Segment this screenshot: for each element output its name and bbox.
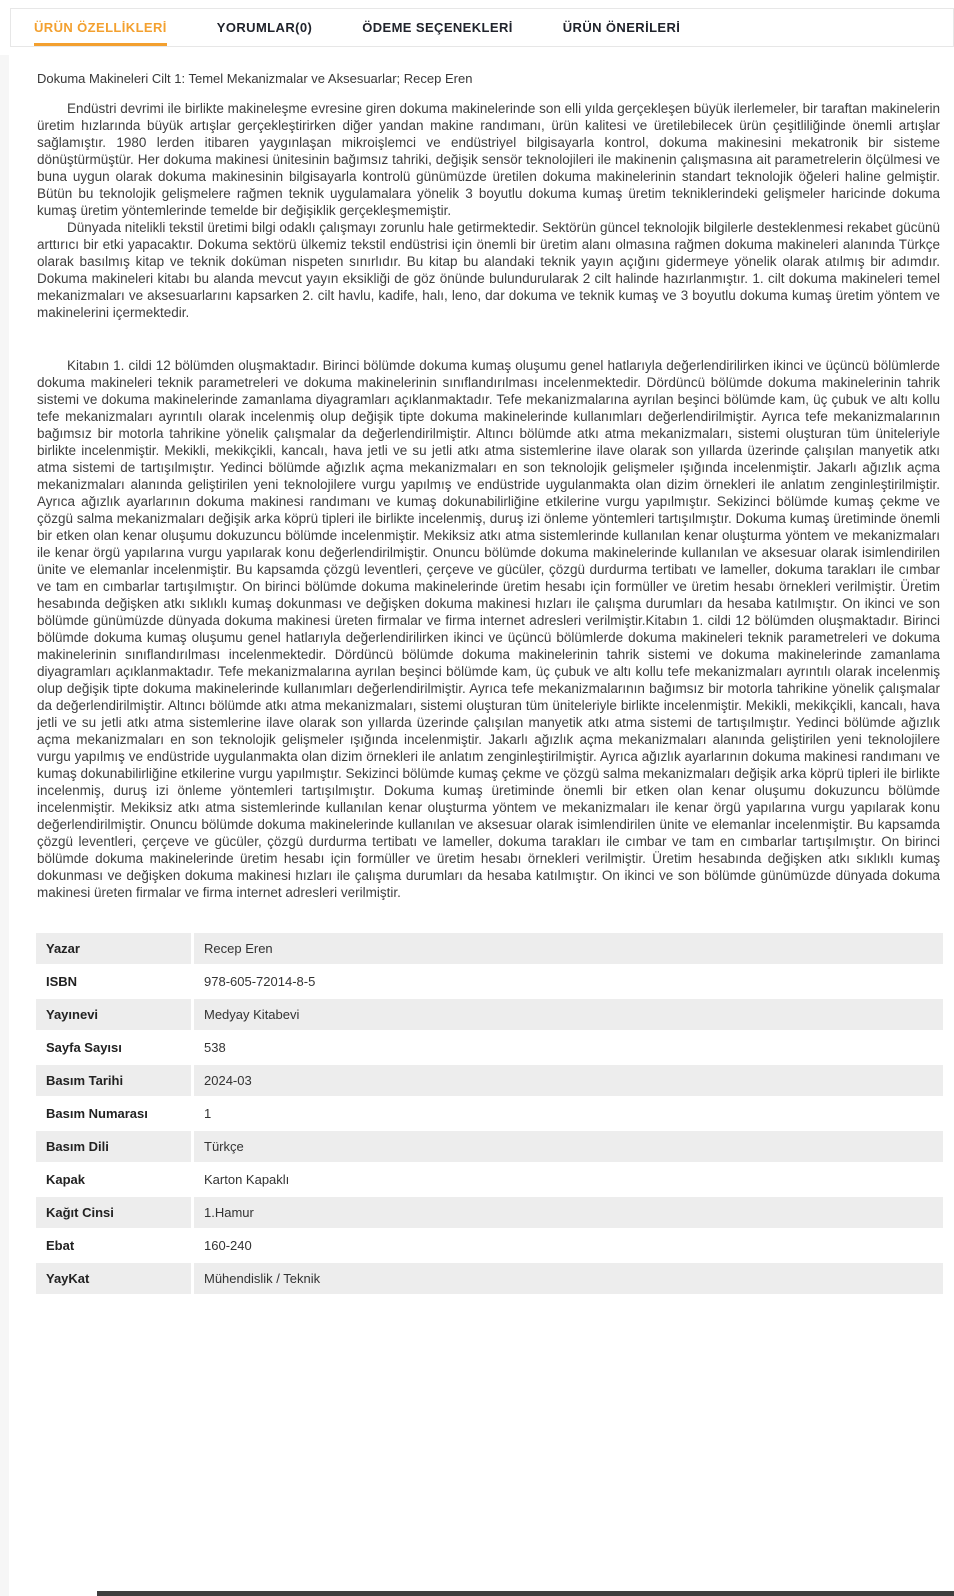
detail-value: 1.Hamur <box>194 1197 943 1228</box>
detail-label: Sayfa Sayısı <box>36 1032 191 1063</box>
detail-value: Karton Kapaklı <box>194 1164 943 1195</box>
table-row <box>36 1164 943 1195</box>
product-detail-page <box>0 8 954 1596</box>
detail-label: Yayınevi <box>36 999 191 1030</box>
table-row <box>36 1230 943 1261</box>
tab-panel-product-features <box>9 47 954 1296</box>
detail-value: 1 <box>194 1098 943 1129</box>
table-row <box>36 999 943 1030</box>
detail-value: 2024-03 <box>194 1065 943 1096</box>
detail-value: 978-605-72014-8-5 <box>194 966 943 997</box>
detail-value: Türkçe <box>194 1131 943 1162</box>
detail-label: Kapak <box>36 1164 191 1195</box>
product-tabs <box>10 8 954 47</box>
detail-label: Kağıt Cinsi <box>36 1197 191 1228</box>
detail-value: Recep Eren <box>194 933 943 964</box>
table-row <box>36 1131 943 1162</box>
detail-label: Basım Tarihi <box>36 1065 191 1096</box>
detail-label: Basım Dili <box>36 1131 191 1162</box>
table-row <box>36 1098 943 1129</box>
next-section-edge <box>97 1591 954 1596</box>
tab-product-features[interactable]: ÜRÜN ÖZELLİKLERİ <box>34 9 167 46</box>
table-row <box>36 1197 943 1228</box>
product-description <box>37 100 940 901</box>
detail-value: 538 <box>194 1032 943 1063</box>
page-left-gutter <box>0 55 9 1596</box>
product-title: Dokuma Makineleri Cilt 1: Temel Mekanizmalar ve Aksesuarlar; Recep Eren <box>37 71 473 86</box>
detail-label: ISBN <box>36 966 191 997</box>
table-row <box>36 1032 943 1063</box>
detail-label: Basım Numarası <box>36 1098 191 1129</box>
description-paragraph-2: Dünyada nitelikli tekstil üretimi bilgi odaklı çalışmayı zorunlu hale getirmektedir. Sektörün güncel teknolojik bilgilerle desteklenmesi rekabet gücünü arttırıcı bir etki yapacaktır. Dokuma sektörü ülkemiz tekstil endüstrisi için önemli bir üretim alanı olmasına rağmen dokuma makineleri alanında Türkçe olarak basılmış kitap ve teknik doküman nispeten sınırlıdır. Bu kitap bu alandaki teknik yayın açığını gidermeye yönelik olarak atılmış bir adımdır. Dokuma makineleri kitabı bu alanda mevcut yayın eksikliği de göz önünde bulundurularak 2 cilt halinde hazırlanmıştır. 1. cilt dokuma makineleri temel mekanizmaları ve aksesuarlarını kapsarken 2. cilt havlu, kadife, halı, leno, dar dokuma ve teknik kumaş ve 3 boyutlu dokuma kumaş üretim yöntem ve makinelerini içermektedir. <box>37 220 940 320</box>
tab-payment-options[interactable]: ÖDEME SEÇENEKLERİ <box>362 19 513 35</box>
detail-value: Mühendislik / Teknik <box>194 1263 943 1294</box>
detail-value: 160-240 <box>194 1230 943 1261</box>
detail-label: Ebat <box>36 1230 191 1261</box>
detail-label: Yazar <box>36 933 191 964</box>
paragraph-spacer <box>37 321 940 357</box>
description-paragraph-3: Kitabın 1. cildi 12 bölümden oluşmaktadır. Birinci bölümde dokuma kumaş oluşumu genel hatlarıyla değerlendirilirken ikinci ve üçüncü bölümlerde dokuma makineleri teknik parametreleri ve dokuma makinelerinin sınıflandırılması incelenmektedir. Dördüncü bölümde dokuma makinelerinin tahrik sistemi ve dokuma makinelerinde zamanlama diyagramları açıklanmaktadır. Tefe mekanizmalarına ayrılan beşinci bölümde kam, üç çubuk ve altı kollu tefe mekanizmaları ayrıntılı olarak incelenmiş olup değişik tipte dokuma makinelerinde kullanımları değerlendirilmiştir. Ayrıca tefe mekanizmalarının bağımsız bir motorla tahrikine yönelik çalışmalar da değerlendirilmiştir. Altıncı bölümde atkı atma mekanizmaları, sistemi oluşturan tüm üniteleriyle birlikte incelenmiştir. Mekikli, mekikçikli, kancalı, hava jetli ve su jetli atkı atma sistemlerine ilave olarak son yıllarda üzerinde çalışılan manyetik atkı atma sistemi de tartışılmıştır. Yedinci bölümde ağızlık açma mekanizmaları en son teknolojik gelişmeler ışığında incelenmiştir. Jakarlı ağızlık açma mekanizmaları alanında geliştirilen yeni teknolojilere vurgu yapılmış ve endüstride uygulanmakta olan dizim örnekleri ile anlatım zenginleştirilmiştir. Ayrıca ağızlık ayarlarının dokuma makinesi randımanı ve kumaş dokunabilirliğine etkilerine vurgu yapılmıştır. Sekizinci bölümde kumaş çekme ve çözgü salma mekanizmaları değişik arka köprü tipleri ile birlikte incelenmiş, duruş izi önleme yöntemleri tartışılmıştır. Dokuma kumaş üretiminde önemli bir etken olan kenar oluşumu dokuzuncu bölümde incelenmiştir. Mekiksiz atkı atma sistemlerinde kullanılan kenar oluşturma yöntem ve mekanizmaları ile kenar örgü yapılarına vurgu yapılarak konu değerlendirilmiştir. Onuncu bölümde dokuma makinelerinde kullanılan ve aksesuar olarak isimlendirilen ünite ve elemanlar incelenmiştir. Bu kapsamda çözgü leventleri, çerçeve ve gücüler, çözgü durdurma tertibatı ve lameller, dokuma tarakları ile cımbar ve tam en cımbarlar tartışılmıştır. On birinci bölümde dokuma makinelerinde üretim hesabı için formüller ve üretim hesabı örnekleri verilmiştir. Üretim hesabında değişken atkı sıklıklı kumaş dokunması ve değişken dokuma makinesi hızları ile çalışma durumları da hesaba katılmıştır. On ikinci ve son bölümde günümüzde dünyada dokuma makinesi üreten firmalar ve firma internet adresleri verilmiştir.Kitabın 1. cildi 12 bölümden oluşmaktadır. Birinci bölümde dokuma kumaş oluşumu genel hatlarıyla değerlendirilirken ikinci ve üçüncü bölümlerde dokuma makineleri teknik parametreleri ve dokuma makinelerinin sınıflandırılması incelenmektedir. Dördüncü bölümde dokuma makinelerinin tahrik sistemi ve dokuma makinelerinde zamanlama diyagramları açıklanmaktadır. Tefe mekanizmalarına ayrılan beşinci bölümde kam, üç çubuk ve altı kollu tefe mekanizmaları ayrıntılı olarak incelenmiş olup değişik tipte dokuma makinelerinde kullanımları değerlendirilmiştir. Ayrıca tefe mekanizmalarının bağımsız bir motorla tahrikine yönelik çalışmalar da değerlendirilmiştir. Altıncı bölümde atkı atma mekanizmaları, sistemi oluşturan tüm üniteleriyle birlikte incelenmiştir. Mekikli, mekikçikli, kancalı, hava jetli ve su jetli atkı atma sistemlerine ilave olarak son yıllarda üzerinde çalışılan manyetik atkı atma sistemi de tartışılmıştır. Yedinci bölümde ağızlık açma mekanizmaları en son teknolojik gelişmeler ışığında incelenmiştir. Jakarlı ağızlık açma mekanizmaları alanında geliştirilen yeni teknolojilere vurgu yapılmış ve endüstride uygulanmakta olan dizim örnekleri ile anlatım zenginleştirilmiştir. Ayrıca ağızlık ayarlarının dokuma makinesi randımanı ve kumaş dokunabilirliğine etkilerine vurgu yapılmıştır. Sekizinci bölümde kumaş çekme ve çözgü salma mekanizmaları değişik arka köprü tipleri ile birlikte incelenmiş, duruş izi önleme yöntemleri tartışılmıştır. Dokuma kumaş üretiminde önemli bir etken olan kenar oluşumu dokuzuncu bölümde incelenmiştir. Mekiksiz atkı atma sistemlerinde kullanılan kenar oluşturma yöntem ve mekanizmaları ile kenar örgü yapılarına vurgu yapılarak konu değerlendirilmiştir. Onuncu bölümde dokuma makinelerinde kullanılan ve aksesuar olarak isimlendirilen ünite ve elemanlar incelenmiştir. Bu kapsamda çözgü leventleri, çerçeve ve gücüler, çözgü durdurma tertibatı ve lameller, dokuma tarakları ile cımbar ve tam en cımbarlar tartışılmıştır. On birinci bölümde dokuma makinelerinde üretim hesabı için formüller ve üretim hesabı örnekleri verilmiştir. Üretim hesabında değişken atkı sıklıklı kumaş dokunması ve değişken dokuma makinesi hızları ile çalışma durumları da hesaba katılmıştır. On ikinci ve son bölümde günümüzde dünyada dokuma makinesi üreten firmalar ve firma internet adresleri verilmiştir. <box>37 358 940 900</box>
table-row <box>36 933 943 964</box>
table-row <box>36 1065 943 1096</box>
table-row <box>36 966 943 997</box>
table-row <box>36 1263 943 1294</box>
detail-value: Medyay Kitabevi <box>194 999 943 1030</box>
tab-comments[interactable]: YORUMLAR(0) <box>216 19 313 35</box>
tab-product-recommendations[interactable]: ÜRÜN ÖNERİLERİ <box>562 19 681 35</box>
detail-label: YayKat <box>36 1263 191 1294</box>
description-paragraph-1: Endüstri devrimi ile birlikte makineleşme evresine giren dokuma makinelerinde son elli yılda gerçekleşen büyük ilerlemeler, bir taraftan makinelerin üretim hızlarında büyük artışlar gerçekleştirirken diğer yandan makine randımanı, ürün kalitesi ve üretilebilecek ürün çeşitliliğinde önemli artışlar sağlamıştır. 1980 lerden itibaren yaygınlaşan mikroişlemci ve endüstriyel bilgisayarla kontrol, dokuma makinesini mekatronik bir sisteme dönüştürmüştür. Her dokuma makinesi ünitesinin bağımsız tahriki, değişik sensör teknolojileri ile makinenin çalışmasına ait parametrelerin ölçülmesi ve buna uygun olarak dokuma makinesinin bilgisayarla kontrolü günümüzde üretilen dokuma makinelerinin standart teknolojik öğeleri haline gelmiştir. Bütün bu teknolojik gelişmelere rağmen teknik uygulamalara yönelik 3 boyutlu dokuma kumaş üretim tekniklerindeki gelişmeler haricinde dokuma kumaş üretim yöntemlerinde temelde bir değişiklik gerçekleşmemiştir. <box>37 101 940 218</box>
book-details-table <box>33 931 946 1296</box>
